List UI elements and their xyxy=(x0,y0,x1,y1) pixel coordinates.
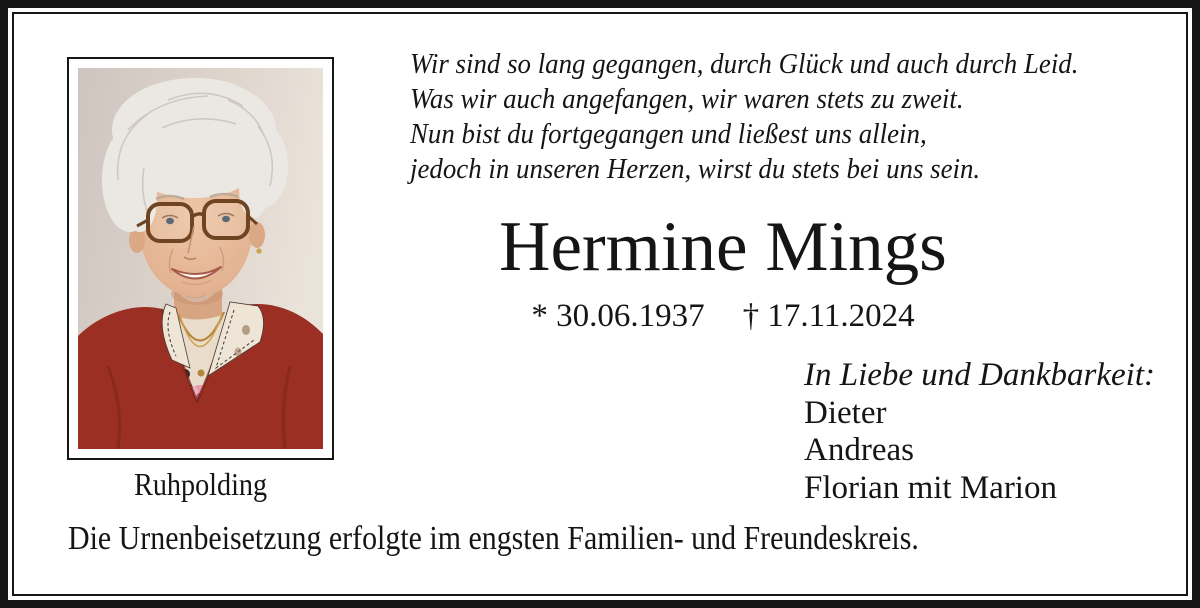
death-date: † 17.11.2024 xyxy=(742,298,915,334)
birth-date: * 30.06.1937 xyxy=(531,298,705,334)
poem-line: Nun bist du fortgegangen und ließest uns allein, xyxy=(410,119,927,150)
place-label xyxy=(67,468,334,500)
closing-line: In Liebe und Dankbarkeit: xyxy=(804,357,1155,393)
footer-text: Die Urnenbeisetzung erfolgte im engsten Familien- und Freundeskreis. xyxy=(68,520,919,557)
poem-line: Wir sind so lang gegangen, durch Glück und auch durch Leid. xyxy=(410,49,1079,80)
mourner-name: Florian mit Marion xyxy=(804,469,1057,506)
poem xyxy=(410,47,1078,187)
mourners-block xyxy=(804,357,1155,507)
mourner-name: Andreas xyxy=(804,432,914,468)
poem-line: jedoch in unseren Herzen, wirst du stets bei uns sein. xyxy=(410,154,981,185)
photo-frame xyxy=(67,57,334,460)
earring xyxy=(256,248,261,253)
life-dates xyxy=(410,300,1036,333)
poem-line: Was wir auch angefangen, wir waren stets zu zweit. xyxy=(410,84,964,115)
portrait-photo xyxy=(78,68,323,449)
place-text: Ruhpolding xyxy=(134,466,267,502)
mourner-name: Dieter xyxy=(804,394,887,431)
deceased-name: Hermine Mings xyxy=(499,208,947,286)
